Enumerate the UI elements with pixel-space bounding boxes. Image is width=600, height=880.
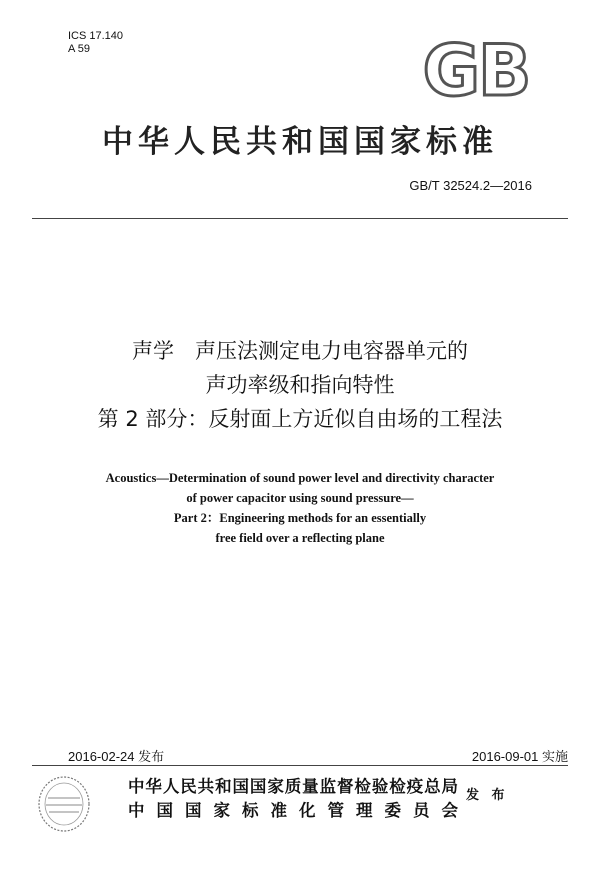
publish-label: 发 布 (466, 788, 509, 803)
chinese-title-line-1: 声学 声压法测定电力电容器单元的 (132, 339, 468, 363)
gb-logo-text: GB (422, 38, 530, 102)
ics-code: ICS 17.140 (68, 30, 124, 42)
ccs-code: A 59 (68, 43, 91, 55)
english-title-line-4: free field over a reflecting plane (215, 531, 385, 545)
implementation-date: 2016-09-01 实施 (471, 749, 568, 764)
gb-logo (417, 38, 535, 102)
chinese-title (0, 334, 600, 436)
issue-date: 2016-02-24 发布 (68, 749, 165, 764)
bottom-divider (32, 765, 568, 766)
top-divider (32, 218, 568, 219)
english-title-line-1: Acoustics—Determination of sound power level and directivity character (105, 471, 495, 485)
chinese-title-line-3: 第 2 部分：反射面上方近似自由场的工程法 (97, 407, 503, 431)
seal-stamp (36, 774, 92, 834)
issuer-name-1: 中华人民共和国国家质量监督检验检疫总局 (128, 777, 458, 796)
standard-category-title: 中华人民共和国国家标准 (102, 124, 498, 160)
issuer-name-2: 中国国家标准化管理委员会 (128, 801, 458, 820)
chinese-title-line-2: 声功率级和指向特性 (205, 373, 395, 397)
standard-number: GB/T 32524.2—2016 (409, 178, 532, 193)
english-title (0, 468, 600, 548)
classification-codes (68, 30, 123, 56)
english-title-line-2: of power capacitor using sound pressure— (186, 491, 414, 505)
english-title-line-3: Part 2：Engineering methods for an essentially (173, 511, 427, 525)
